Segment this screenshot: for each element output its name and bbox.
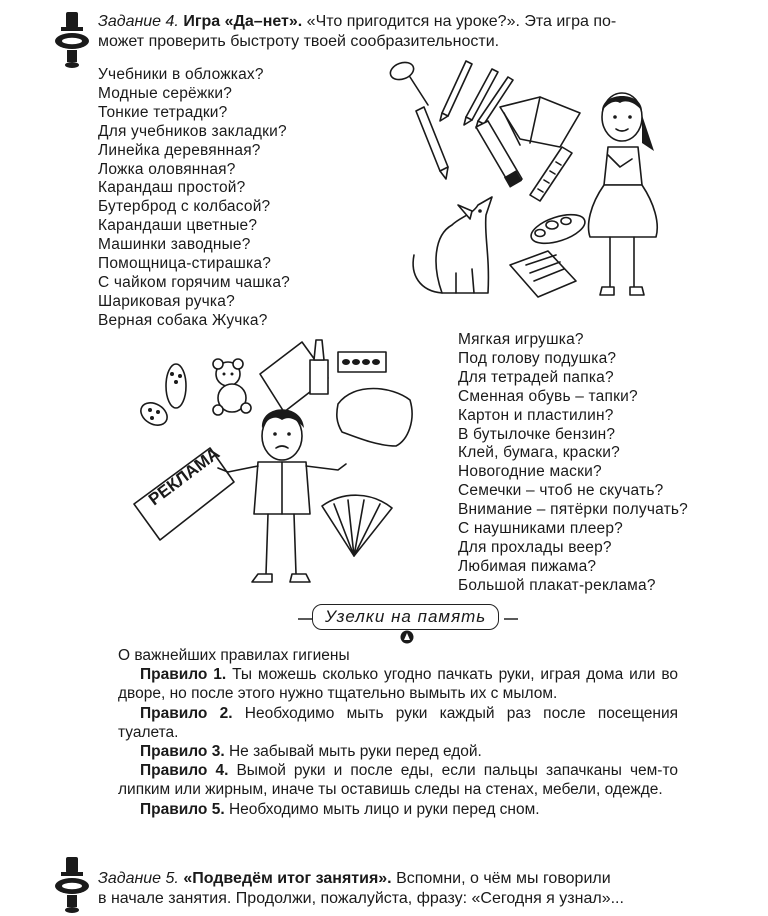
rule-1	[118, 665, 678, 703]
rule-label: Правило 2.	[140, 704, 233, 722]
rule-label: Правило 4.	[140, 762, 229, 780]
rule-label: Правило 1.	[140, 666, 227, 684]
task-marker-icon	[52, 855, 92, 915]
task4-title: Игра «Да–нет».	[183, 13, 303, 30]
spoon-icon	[388, 59, 428, 105]
slippers-icon	[137, 364, 186, 430]
list-item: Мягкая игрушка?	[458, 331, 584, 348]
list-item: Бутерброд с колбасой?	[98, 198, 271, 216]
list-item: Новогодние маски?	[458, 463, 602, 481]
teddy-bear-icon	[213, 359, 251, 415]
rule-5	[118, 800, 678, 819]
rule-text: Необходимо мыть лицо и руки перед сном.	[228, 800, 540, 818]
task5-label: Задание 5.	[98, 870, 179, 887]
list-item: Карандаши цветные?	[98, 217, 258, 235]
list-item: Любимая пижама?	[458, 557, 597, 575]
task5-block	[98, 869, 718, 909]
list-item: Шариковая ручка?	[98, 292, 235, 310]
task5-text-line2: в начале занятия. Продолжи, пожалуйста, фразу: «Сегодня я узнал»...	[98, 890, 624, 907]
bottle-icon	[310, 340, 328, 394]
boy-icon	[218, 409, 346, 582]
list-item: Машинки заводные?	[98, 236, 251, 254]
rule-label: Правило 3.	[140, 743, 225, 761]
list-item: Для учебников закладки?	[98, 122, 287, 140]
task4-header	[98, 12, 718, 52]
question-list-right	[458, 331, 688, 596]
pencils-icon	[440, 61, 513, 128]
list-item: Для прохлады веер?	[458, 538, 612, 556]
list-item: Под голову подушка?	[458, 349, 617, 367]
list-item: Карандаш простой?	[98, 179, 246, 197]
list-item: Для тетрадей папка?	[458, 368, 614, 386]
dog-icon	[413, 197, 492, 293]
rule-text: Вымой руки и после еды, если пальцы запачканы чем-то липким или жирным, иначе ты оставишь следы на стенах, мебели, одежде.	[118, 762, 679, 799]
list-item: Большой плакат-реклама?	[458, 576, 656, 594]
list-item: Клей, бумага, краски?	[458, 444, 620, 462]
girl-icon	[589, 93, 658, 295]
school-items-illustration	[380, 55, 680, 320]
list-item: Внимание – пятёрки получать?	[458, 501, 688, 519]
task4-text-line2: может проверить быстроту твоей сообразительности.	[98, 33, 500, 50]
rules-intro: О важнейших правилах гигиены	[118, 647, 350, 664]
list-item: В бутылочке бензин?	[458, 425, 616, 443]
knot-icon	[400, 630, 414, 644]
rule-text: Ты можешь сколько угодно пачкать руки, играя дома или во дворе, но после этого нужно тщательно вымыть их с мылом.	[118, 666, 679, 703]
notebook-icon	[510, 251, 576, 297]
list-item: Тонкие тетрадки?	[98, 103, 228, 121]
book-icon	[500, 97, 580, 147]
list-item: Ложка оловянная?	[98, 160, 236, 178]
rule-text: Не забывай мыть руки перед едой.	[228, 743, 482, 761]
seeds-pack-icon	[338, 352, 386, 372]
list-item: С чайком горячим чашка?	[98, 273, 290, 291]
task5-text: Вспомни, о чём мы говорили	[396, 870, 611, 887]
list-item: Семечки – чтоб не скучать?	[458, 482, 664, 500]
rule-2	[118, 704, 678, 742]
pen-icon	[416, 107, 448, 179]
list-item: Учебники в обложках?	[98, 66, 264, 83]
rule-4	[118, 761, 678, 799]
task-marker-icon	[52, 10, 92, 70]
task5-title: «Подведём итог занятия».	[183, 870, 392, 887]
rule-text: Необходимо мыть руки каждый раз после посещения туалета.	[118, 704, 679, 741]
rule-label: Правило 5.	[140, 800, 225, 818]
list-item: Помощница-стирашка?	[98, 255, 272, 273]
list-item: Картон и пластилин?	[458, 406, 614, 424]
hygiene-rules	[118, 646, 678, 819]
pillow-icon	[337, 389, 412, 447]
task4-text: «Что пригодится на уроке?». Эта игра по-	[306, 13, 617, 30]
task4-label: Задание 4.	[98, 13, 179, 30]
memo-title: Узелки на память	[312, 604, 499, 630]
rule-3	[118, 742, 678, 761]
boy-items-illustration	[132, 330, 432, 590]
list-item: Сменная обувь – тапки?	[458, 387, 638, 405]
fan-icon	[322, 495, 392, 556]
list-item: Верная собака Жучка?	[98, 311, 268, 329]
poster-icon	[134, 444, 234, 540]
list-item: С наушниками плеер?	[458, 520, 623, 538]
list-item: Линейка деревянная?	[98, 141, 261, 159]
memo-heading	[298, 600, 518, 646]
poster-text: РЕКЛАМА	[144, 443, 224, 510]
sandwich-icon	[528, 209, 589, 249]
ruler-icon	[530, 147, 572, 201]
list-item: Модные серёжки?	[98, 84, 233, 102]
question-list-left	[98, 66, 290, 331]
